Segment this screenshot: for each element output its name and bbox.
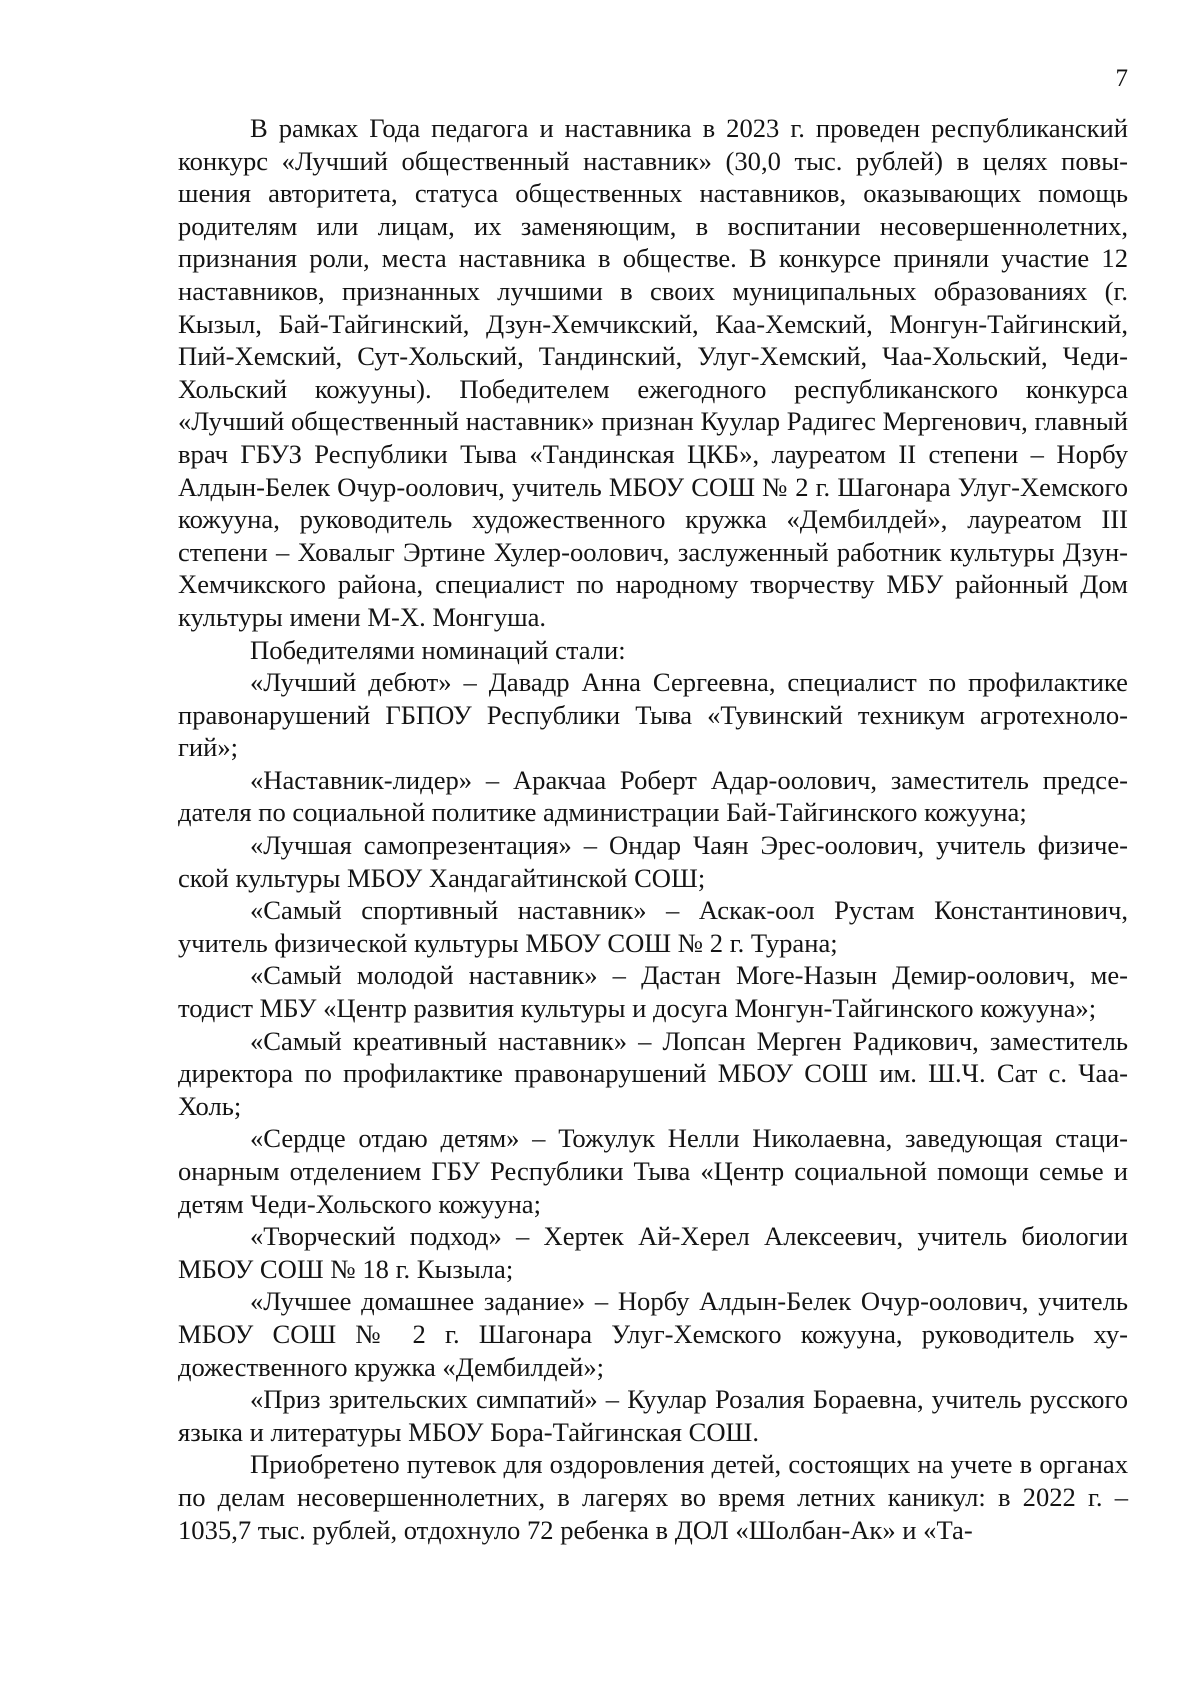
paragraph-nomination-heart: «Сердце отдаю детям» – Тожулук Нелли Николаевна, заведующая стационарным отделением ГБУ Республики Тыва «Центр социальной помощи семье и детям Чеди-Хольского кожууна; [178, 1123, 1128, 1219]
paragraph-nomination-creative: «Самый креативный наставник» – Лопсан Мерген Радикович, заместитель директора по профилактике правонарушений МБОУ СОШ им. Ш.Ч. Сат с. Чаа-Холь; [178, 1025, 1128, 1121]
document-body [178, 112, 1128, 1546]
paragraph-nomination-best-debut: «Лучший дебют» – Давадр Анна Сергеевна, специалист по профилактике правонарушений ГБПОУ Республики Тыва «Тувинский техникум агротехнологий»; [178, 667, 1128, 763]
paragraph-nominations-heading: Победителями номинаций стали: [250, 634, 626, 665]
paragraph-nomination-audience-prize: «Приз зрительских симпатий» – Куулар Розалия Бораевна, учитель русского языка и литературы МБОУ Бора-Тайгинская СОШ. [178, 1384, 1128, 1447]
page-number: 7 [1115, 65, 1128, 92]
paragraph-nomination-creative-approach: «Творческий подход» – Хертек Ай-Херел Алексеевич, учитель биологии МБОУ СОШ № 18 г. Кызыла; [178, 1221, 1128, 1284]
paragraph-nomination-leader: «Наставник-лидер» – Аракчаа Роберт Адар-оолович, заместитель председателя по социальной политике администрации Бай-Тайгинского кожууна; [178, 764, 1128, 828]
paragraph-nomination-homework: «Лучшее домашнее задание» – Норбу Алдын-Белек Очур-оолович, учитель МБОУ СОШ № 2 г. Шагонара Улуг-Хемского кожууна, руководитель художественного кружка «Дембилдей»; [178, 1286, 1128, 1382]
paragraph-nomination-youngest: «Самый молодой наставник» – Дастан Моге-Назын Демир-оолович, методист МБУ «Центр развития культуры и досуга Монгун-Тайгинского кожууна»; [178, 960, 1128, 1024]
paragraph-nomination-sport: «Самый спортивный наставник» – Аскак-оол Рустам Константинович, учитель физической культуры МБОУ СОШ № 2 г. Турана; [178, 895, 1128, 958]
paragraph-contest-intro: В рамках Года педагога и наставника в 2023 г. проведен республиканский конкурс «Лучший общественный наставник» (30,0 тыс. рублей) в целях повышения авторитета, статуса общественных наставников, оказывающих помощь родителям или лицам, их заменяющим, в воспитании несовершеннолетних, признания роли, места наставника в обществе. В конкурсе приняли участие 12 наставников, признанных лучшими в своих муниципальных образованиях (г. Кызыл, Бай-Тайгинский, Дзун-Хемчикский, Каа-Хемский, Монгун-Тайгинский, Пий-Хемский, Сут-Хольский, Тандинский, Улуг-Хемский, Чаа-Хольский, Чеди-Хольский кожууны). Победителем ежегодного республиканского конкурса «Лучший общественный наставник» признан Куулар Радигес Мергенович, главный врач ГБУЗ Республики Тыва «Тандинская ЦКБ», лауреатом II степени – Норбу Алдын-Белек Очур-оолович, учитель МБОУ СОШ № 2 г. Шагонара Улуг-Хемского кожууна, руководитель художественного кружка «Дембилдей», лауреатом III степени – Ховалыг Эртине Хулер-оолович, заслуженный работник культуры Дзун-Хемчикского района, специалист по народному творчеству МБУ районный Дом культуры имени М-Х. Монгуша. [178, 113, 1128, 632]
paragraph-vouchers: Приобретено путевок для оздоровления детей, состоящих на учете в органах по делам несовершеннолетних, в лагерях во время летних каникул: в 2022 г. – 1035,7 тыс. рублей, отдохнуло 72 ребенка в ДОЛ «Шолбан-Ак» и «Та- [178, 1449, 1128, 1545]
paragraph-nomination-self-presentation: «Лучшая самопрезентация» – Ондар Чаян Эрес-оолович, учитель физической культуры МБОУ Хандагайтинской СОШ; [178, 830, 1128, 893]
